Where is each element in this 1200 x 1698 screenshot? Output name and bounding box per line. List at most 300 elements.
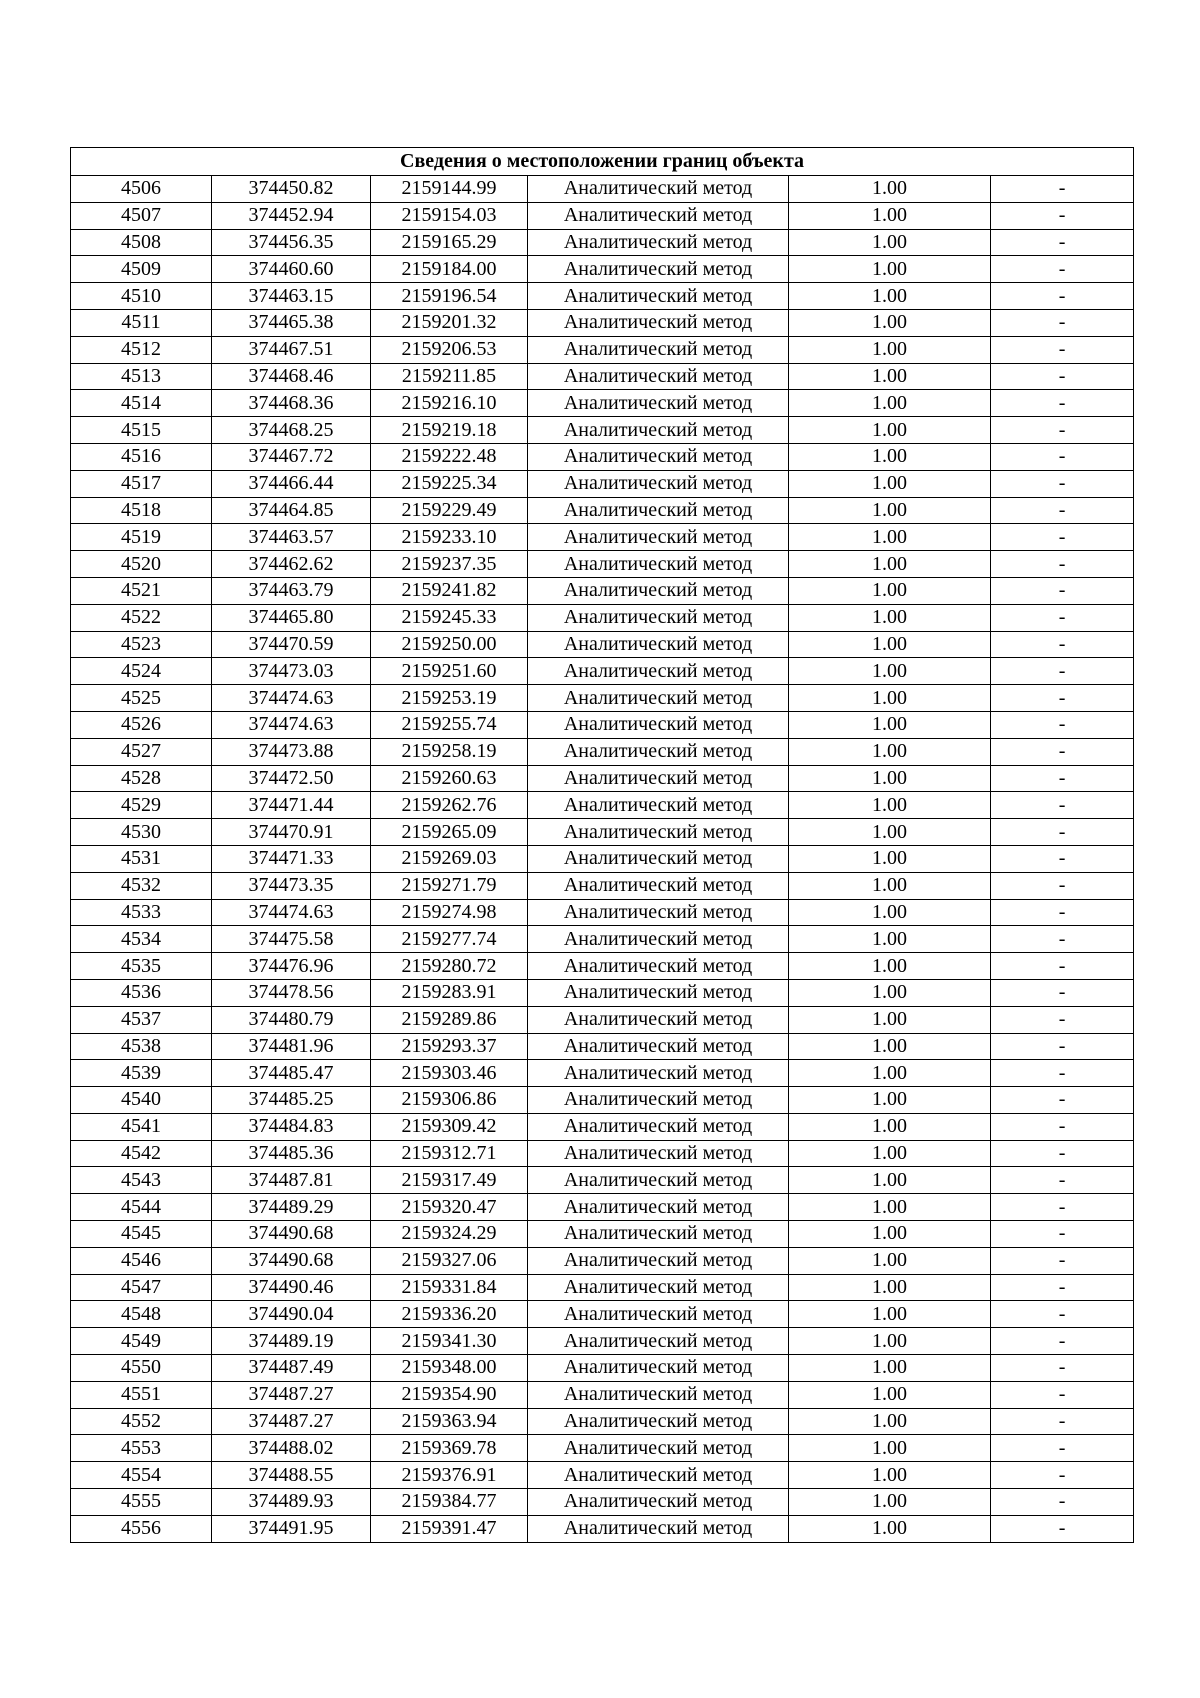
accuracy-cell: 1.00 bbox=[789, 926, 991, 953]
accuracy-cell: 1.00 bbox=[789, 363, 991, 390]
table-row bbox=[71, 1194, 1134, 1221]
accuracy-cell: 1.00 bbox=[789, 872, 991, 899]
method-cell: Аналитический метод bbox=[528, 417, 789, 444]
accuracy-cell: 1.00 bbox=[789, 256, 991, 283]
method-cell: Аналитический метод bbox=[528, 1328, 789, 1355]
table-row bbox=[71, 792, 1134, 819]
table-row bbox=[71, 256, 1134, 283]
table-row bbox=[71, 1006, 1134, 1033]
method-cell: Аналитический метод bbox=[528, 390, 789, 417]
description-cell: - bbox=[991, 443, 1134, 470]
description-cell: - bbox=[991, 1087, 1134, 1114]
method-cell: Аналитический метод bbox=[528, 1033, 789, 1060]
y-coordinate-cell: 2159265.09 bbox=[371, 819, 528, 846]
method-cell: Аналитический метод bbox=[528, 577, 789, 604]
y-coordinate-cell: 2159341.30 bbox=[371, 1328, 528, 1355]
x-coordinate-cell: 374464.85 bbox=[212, 497, 371, 524]
point-number-cell: 4541 bbox=[71, 1113, 212, 1140]
method-cell: Аналитический метод bbox=[528, 792, 789, 819]
point-number-cell: 4534 bbox=[71, 926, 212, 953]
x-coordinate-cell: 374468.25 bbox=[212, 417, 371, 444]
table-row bbox=[71, 1087, 1134, 1114]
y-coordinate-cell: 2159277.74 bbox=[371, 926, 528, 953]
y-coordinate-cell: 2159201.32 bbox=[371, 309, 528, 336]
y-coordinate-cell: 2159376.91 bbox=[371, 1462, 528, 1489]
point-number-cell: 4510 bbox=[71, 283, 212, 310]
y-coordinate-cell: 2159245.33 bbox=[371, 604, 528, 631]
accuracy-cell: 1.00 bbox=[789, 1167, 991, 1194]
y-coordinate-cell: 2159233.10 bbox=[371, 524, 528, 551]
y-coordinate-cell: 2159216.10 bbox=[371, 390, 528, 417]
point-number-cell: 4553 bbox=[71, 1435, 212, 1462]
description-cell: - bbox=[991, 1328, 1134, 1355]
method-cell: Аналитический метод bbox=[528, 1462, 789, 1489]
accuracy-cell: 1.00 bbox=[789, 551, 991, 578]
point-number-cell: 4532 bbox=[71, 872, 212, 899]
accuracy-cell: 1.00 bbox=[789, 443, 991, 470]
y-coordinate-cell: 2159320.47 bbox=[371, 1194, 528, 1221]
table-row bbox=[71, 819, 1134, 846]
table-row bbox=[71, 390, 1134, 417]
table-row bbox=[71, 363, 1134, 390]
accuracy-cell: 1.00 bbox=[789, 470, 991, 497]
table-row bbox=[71, 229, 1134, 256]
accuracy-cell: 1.00 bbox=[789, 229, 991, 256]
x-coordinate-cell: 374487.81 bbox=[212, 1167, 371, 1194]
method-cell: Аналитический метод bbox=[528, 363, 789, 390]
table-row bbox=[71, 845, 1134, 872]
point-number-cell: 4527 bbox=[71, 738, 212, 765]
y-coordinate-cell: 2159184.00 bbox=[371, 256, 528, 283]
table-row bbox=[71, 1408, 1134, 1435]
y-coordinate-cell: 2159222.48 bbox=[371, 443, 528, 470]
accuracy-cell: 1.00 bbox=[789, 283, 991, 310]
point-number-cell: 4531 bbox=[71, 845, 212, 872]
y-coordinate-cell: 2159219.18 bbox=[371, 417, 528, 444]
x-coordinate-cell: 374472.50 bbox=[212, 765, 371, 792]
y-coordinate-cell: 2159369.78 bbox=[371, 1435, 528, 1462]
method-cell: Аналитический метод bbox=[528, 711, 789, 738]
y-coordinate-cell: 2159237.35 bbox=[371, 551, 528, 578]
y-coordinate-cell: 2159206.53 bbox=[371, 336, 528, 363]
point-number-cell: 4517 bbox=[71, 470, 212, 497]
point-number-cell: 4547 bbox=[71, 1274, 212, 1301]
y-coordinate-cell: 2159354.90 bbox=[371, 1381, 528, 1408]
method-cell: Аналитический метод bbox=[528, 524, 789, 551]
accuracy-cell: 1.00 bbox=[789, 1140, 991, 1167]
method-cell: Аналитический метод bbox=[528, 443, 789, 470]
y-coordinate-cell: 2159309.42 bbox=[371, 1113, 528, 1140]
x-coordinate-cell: 374463.79 bbox=[212, 577, 371, 604]
point-number-cell: 4539 bbox=[71, 1060, 212, 1087]
point-number-cell: 4512 bbox=[71, 336, 212, 363]
x-coordinate-cell: 374484.83 bbox=[212, 1113, 371, 1140]
method-cell: Аналитический метод bbox=[528, 926, 789, 953]
x-coordinate-cell: 374490.46 bbox=[212, 1274, 371, 1301]
method-cell: Аналитический метод bbox=[528, 1060, 789, 1087]
method-cell: Аналитический метод bbox=[528, 1006, 789, 1033]
y-coordinate-cell: 2159253.19 bbox=[371, 685, 528, 712]
point-number-cell: 4508 bbox=[71, 229, 212, 256]
y-coordinate-cell: 2159271.79 bbox=[371, 872, 528, 899]
description-cell: - bbox=[991, 176, 1134, 203]
method-cell: Аналитический метод bbox=[528, 685, 789, 712]
x-coordinate-cell: 374468.36 bbox=[212, 390, 371, 417]
description-cell: - bbox=[991, 953, 1134, 980]
description-cell: - bbox=[991, 202, 1134, 229]
x-coordinate-cell: 374465.80 bbox=[212, 604, 371, 631]
table-row bbox=[71, 497, 1134, 524]
table-row bbox=[71, 1489, 1134, 1516]
y-coordinate-cell: 2159336.20 bbox=[371, 1301, 528, 1328]
table-row bbox=[71, 551, 1134, 578]
description-cell: - bbox=[991, 658, 1134, 685]
x-coordinate-cell: 374471.33 bbox=[212, 845, 371, 872]
point-number-cell: 4523 bbox=[71, 631, 212, 658]
accuracy-cell: 1.00 bbox=[789, 845, 991, 872]
table-row bbox=[71, 631, 1134, 658]
point-number-cell: 4528 bbox=[71, 765, 212, 792]
method-cell: Аналитический метод bbox=[528, 819, 789, 846]
x-coordinate-cell: 374490.68 bbox=[212, 1247, 371, 1274]
description-cell: - bbox=[991, 229, 1134, 256]
description-cell: - bbox=[991, 1140, 1134, 1167]
description-cell: - bbox=[991, 551, 1134, 578]
x-coordinate-cell: 374476.96 bbox=[212, 953, 371, 980]
accuracy-cell: 1.00 bbox=[789, 953, 991, 980]
table-row bbox=[71, 1301, 1134, 1328]
point-number-cell: 4542 bbox=[71, 1140, 212, 1167]
point-number-cell: 4511 bbox=[71, 309, 212, 336]
description-cell: - bbox=[991, 926, 1134, 953]
table-row bbox=[71, 336, 1134, 363]
x-coordinate-cell: 374466.44 bbox=[212, 470, 371, 497]
point-number-cell: 4530 bbox=[71, 819, 212, 846]
accuracy-cell: 1.00 bbox=[789, 1301, 991, 1328]
method-cell: Аналитический метод bbox=[528, 872, 789, 899]
x-coordinate-cell: 374474.63 bbox=[212, 685, 371, 712]
description-cell: - bbox=[991, 1489, 1134, 1516]
x-coordinate-cell: 374474.63 bbox=[212, 711, 371, 738]
method-cell: Аналитический метод bbox=[528, 1221, 789, 1248]
x-coordinate-cell: 374473.03 bbox=[212, 658, 371, 685]
method-cell: Аналитический метод bbox=[528, 1140, 789, 1167]
point-number-cell: 4544 bbox=[71, 1194, 212, 1221]
y-coordinate-cell: 2159306.86 bbox=[371, 1087, 528, 1114]
y-coordinate-cell: 2159144.99 bbox=[371, 176, 528, 203]
accuracy-cell: 1.00 bbox=[789, 1381, 991, 1408]
accuracy-cell: 1.00 bbox=[789, 1489, 991, 1516]
y-coordinate-cell: 2159262.76 bbox=[371, 792, 528, 819]
point-number-cell: 4537 bbox=[71, 1006, 212, 1033]
accuracy-cell: 1.00 bbox=[789, 202, 991, 229]
y-coordinate-cell: 2159303.46 bbox=[371, 1060, 528, 1087]
point-number-cell: 4543 bbox=[71, 1167, 212, 1194]
table-row bbox=[71, 524, 1134, 551]
x-coordinate-cell: 374485.25 bbox=[212, 1087, 371, 1114]
table-row bbox=[71, 470, 1134, 497]
x-coordinate-cell: 374465.38 bbox=[212, 309, 371, 336]
method-cell: Аналитический метод bbox=[528, 899, 789, 926]
table-row bbox=[71, 309, 1134, 336]
table-row bbox=[71, 577, 1134, 604]
y-coordinate-cell: 2159165.29 bbox=[371, 229, 528, 256]
accuracy-cell: 1.00 bbox=[789, 417, 991, 444]
description-cell: - bbox=[991, 1435, 1134, 1462]
point-number-cell: 4516 bbox=[71, 443, 212, 470]
x-coordinate-cell: 374487.49 bbox=[212, 1355, 371, 1382]
x-coordinate-cell: 374490.68 bbox=[212, 1221, 371, 1248]
method-cell: Аналитический метод bbox=[528, 604, 789, 631]
x-coordinate-cell: 374468.46 bbox=[212, 363, 371, 390]
accuracy-cell: 1.00 bbox=[789, 1247, 991, 1274]
method-cell: Аналитический метод bbox=[528, 1408, 789, 1435]
y-coordinate-cell: 2159283.91 bbox=[371, 979, 528, 1006]
x-coordinate-cell: 374480.79 bbox=[212, 1006, 371, 1033]
table-row bbox=[71, 1247, 1134, 1274]
description-cell: - bbox=[991, 631, 1134, 658]
x-coordinate-cell: 374478.56 bbox=[212, 979, 371, 1006]
description-cell: - bbox=[991, 1221, 1134, 1248]
point-number-cell: 4526 bbox=[71, 711, 212, 738]
x-coordinate-cell: 374473.35 bbox=[212, 872, 371, 899]
point-number-cell: 4546 bbox=[71, 1247, 212, 1274]
point-number-cell: 4555 bbox=[71, 1489, 212, 1516]
accuracy-cell: 1.00 bbox=[789, 1355, 991, 1382]
description-cell: - bbox=[991, 604, 1134, 631]
method-cell: Аналитический метод bbox=[528, 658, 789, 685]
table-row bbox=[71, 1355, 1134, 1382]
description-cell: - bbox=[991, 1006, 1134, 1033]
description-cell: - bbox=[991, 390, 1134, 417]
table-row bbox=[71, 685, 1134, 712]
accuracy-cell: 1.00 bbox=[789, 979, 991, 1006]
accuracy-cell: 1.00 bbox=[789, 1060, 991, 1087]
method-cell: Аналитический метод bbox=[528, 309, 789, 336]
accuracy-cell: 1.00 bbox=[789, 336, 991, 363]
x-coordinate-cell: 374456.35 bbox=[212, 229, 371, 256]
point-number-cell: 4536 bbox=[71, 979, 212, 1006]
point-number-cell: 4524 bbox=[71, 658, 212, 685]
method-cell: Аналитический метод bbox=[528, 176, 789, 203]
y-coordinate-cell: 2159196.54 bbox=[371, 283, 528, 310]
table-row bbox=[71, 1328, 1134, 1355]
boundary-coordinates-table bbox=[70, 147, 1134, 1543]
y-coordinate-cell: 2159293.37 bbox=[371, 1033, 528, 1060]
accuracy-cell: 1.00 bbox=[789, 1515, 991, 1542]
accuracy-cell: 1.00 bbox=[789, 1408, 991, 1435]
accuracy-cell: 1.00 bbox=[789, 604, 991, 631]
description-cell: - bbox=[991, 524, 1134, 551]
table-row bbox=[71, 202, 1134, 229]
accuracy-cell: 1.00 bbox=[789, 1435, 991, 1462]
description-cell: - bbox=[991, 1355, 1134, 1382]
method-cell: Аналитический метод bbox=[528, 1301, 789, 1328]
y-coordinate-cell: 2159250.00 bbox=[371, 631, 528, 658]
y-coordinate-cell: 2159324.29 bbox=[371, 1221, 528, 1248]
x-coordinate-cell: 374489.29 bbox=[212, 1194, 371, 1221]
description-cell: - bbox=[991, 738, 1134, 765]
x-coordinate-cell: 374463.57 bbox=[212, 524, 371, 551]
description-cell: - bbox=[991, 845, 1134, 872]
y-coordinate-cell: 2159274.98 bbox=[371, 899, 528, 926]
table-row bbox=[71, 979, 1134, 1006]
table-row bbox=[71, 1515, 1134, 1542]
method-cell: Аналитический метод bbox=[528, 229, 789, 256]
point-number-cell: 4515 bbox=[71, 417, 212, 444]
table-row bbox=[71, 872, 1134, 899]
method-cell: Аналитический метод bbox=[528, 283, 789, 310]
point-number-cell: 4554 bbox=[71, 1462, 212, 1489]
method-cell: Аналитический метод bbox=[528, 765, 789, 792]
table-row bbox=[71, 1435, 1134, 1462]
accuracy-cell: 1.00 bbox=[789, 765, 991, 792]
accuracy-cell: 1.00 bbox=[789, 899, 991, 926]
point-number-cell: 4525 bbox=[71, 685, 212, 712]
method-cell: Аналитический метод bbox=[528, 1113, 789, 1140]
method-cell: Аналитический метод bbox=[528, 1274, 789, 1301]
point-number-cell: 4519 bbox=[71, 524, 212, 551]
point-number-cell: 4535 bbox=[71, 953, 212, 980]
y-coordinate-cell: 2159331.84 bbox=[371, 1274, 528, 1301]
table-row bbox=[71, 926, 1134, 953]
y-coordinate-cell: 2159348.00 bbox=[371, 1355, 528, 1382]
description-cell: - bbox=[991, 283, 1134, 310]
accuracy-cell: 1.00 bbox=[789, 738, 991, 765]
x-coordinate-cell: 374485.47 bbox=[212, 1060, 371, 1087]
table-row bbox=[71, 1462, 1134, 1489]
accuracy-cell: 1.00 bbox=[789, 792, 991, 819]
x-coordinate-cell: 374462.62 bbox=[212, 551, 371, 578]
description-cell: - bbox=[991, 1247, 1134, 1274]
description-cell: - bbox=[991, 819, 1134, 846]
method-cell: Аналитический метод bbox=[528, 1087, 789, 1114]
x-coordinate-cell: 374467.72 bbox=[212, 443, 371, 470]
table-row bbox=[71, 1167, 1134, 1194]
point-number-cell: 4545 bbox=[71, 1221, 212, 1248]
point-number-cell: 4538 bbox=[71, 1033, 212, 1060]
table-title: Сведения о местоположении границ объекта bbox=[71, 148, 1134, 176]
table-row bbox=[71, 658, 1134, 685]
x-coordinate-cell: 374489.19 bbox=[212, 1328, 371, 1355]
method-cell: Аналитический метод bbox=[528, 551, 789, 578]
y-coordinate-cell: 2159384.77 bbox=[371, 1489, 528, 1516]
point-number-cell: 4513 bbox=[71, 363, 212, 390]
table-row bbox=[71, 1381, 1134, 1408]
table-row bbox=[71, 443, 1134, 470]
point-number-cell: 4521 bbox=[71, 577, 212, 604]
point-number-cell: 4551 bbox=[71, 1381, 212, 1408]
method-cell: Аналитический метод bbox=[528, 1247, 789, 1274]
y-coordinate-cell: 2159312.71 bbox=[371, 1140, 528, 1167]
method-cell: Аналитический метод bbox=[528, 1355, 789, 1382]
x-coordinate-cell: 374471.44 bbox=[212, 792, 371, 819]
accuracy-cell: 1.00 bbox=[789, 497, 991, 524]
point-number-cell: 4518 bbox=[71, 497, 212, 524]
x-coordinate-cell: 374490.04 bbox=[212, 1301, 371, 1328]
description-cell: - bbox=[991, 979, 1134, 1006]
x-coordinate-cell: 374452.94 bbox=[212, 202, 371, 229]
table-row bbox=[71, 711, 1134, 738]
table-row bbox=[71, 1140, 1134, 1167]
point-number-cell: 4522 bbox=[71, 604, 212, 631]
description-cell: - bbox=[991, 1060, 1134, 1087]
accuracy-cell: 1.00 bbox=[789, 711, 991, 738]
method-cell: Аналитический метод bbox=[528, 1194, 789, 1221]
x-coordinate-cell: 374475.58 bbox=[212, 926, 371, 953]
x-coordinate-cell: 374460.60 bbox=[212, 256, 371, 283]
method-cell: Аналитический метод bbox=[528, 1381, 789, 1408]
method-cell: Аналитический метод bbox=[528, 738, 789, 765]
point-number-cell: 4506 bbox=[71, 176, 212, 203]
x-coordinate-cell: 374470.91 bbox=[212, 819, 371, 846]
description-cell: - bbox=[991, 1113, 1134, 1140]
accuracy-cell: 1.00 bbox=[789, 390, 991, 417]
description-cell: - bbox=[991, 1408, 1134, 1435]
description-cell: - bbox=[991, 899, 1134, 926]
method-cell: Аналитический метод bbox=[528, 953, 789, 980]
description-cell: - bbox=[991, 765, 1134, 792]
x-coordinate-cell: 374491.95 bbox=[212, 1515, 371, 1542]
y-coordinate-cell: 2159260.63 bbox=[371, 765, 528, 792]
description-cell: - bbox=[991, 256, 1134, 283]
description-cell: - bbox=[991, 1167, 1134, 1194]
description-cell: - bbox=[991, 1462, 1134, 1489]
description-cell: - bbox=[991, 685, 1134, 712]
point-number-cell: 4540 bbox=[71, 1087, 212, 1114]
method-cell: Аналитический метод bbox=[528, 979, 789, 1006]
method-cell: Аналитический метод bbox=[528, 256, 789, 283]
y-coordinate-cell: 2159241.82 bbox=[371, 577, 528, 604]
accuracy-cell: 1.00 bbox=[789, 524, 991, 551]
x-coordinate-cell: 374485.36 bbox=[212, 1140, 371, 1167]
table-row bbox=[71, 1060, 1134, 1087]
accuracy-cell: 1.00 bbox=[789, 1033, 991, 1060]
table-row bbox=[71, 899, 1134, 926]
x-coordinate-cell: 374489.93 bbox=[212, 1489, 371, 1516]
table-body bbox=[71, 176, 1134, 1543]
x-coordinate-cell: 374463.15 bbox=[212, 283, 371, 310]
x-coordinate-cell: 374488.55 bbox=[212, 1462, 371, 1489]
description-cell: - bbox=[991, 363, 1134, 390]
y-coordinate-cell: 2159229.49 bbox=[371, 497, 528, 524]
y-coordinate-cell: 2159154.03 bbox=[371, 202, 528, 229]
point-number-cell: 4520 bbox=[71, 551, 212, 578]
description-cell: - bbox=[991, 792, 1134, 819]
method-cell: Аналитический метод bbox=[528, 470, 789, 497]
y-coordinate-cell: 2159363.94 bbox=[371, 1408, 528, 1435]
description-cell: - bbox=[991, 470, 1134, 497]
y-coordinate-cell: 2159391.47 bbox=[371, 1515, 528, 1542]
table-row bbox=[71, 1033, 1134, 1060]
x-coordinate-cell: 374470.59 bbox=[212, 631, 371, 658]
x-coordinate-cell: 374474.63 bbox=[212, 899, 371, 926]
x-coordinate-cell: 374488.02 bbox=[212, 1435, 371, 1462]
table-title-row bbox=[71, 148, 1134, 176]
y-coordinate-cell: 2159269.03 bbox=[371, 845, 528, 872]
point-number-cell: 4549 bbox=[71, 1328, 212, 1355]
point-number-cell: 4509 bbox=[71, 256, 212, 283]
point-number-cell: 4556 bbox=[71, 1515, 212, 1542]
y-coordinate-cell: 2159289.86 bbox=[371, 1006, 528, 1033]
y-coordinate-cell: 2159317.49 bbox=[371, 1167, 528, 1194]
description-cell: - bbox=[991, 1033, 1134, 1060]
description-cell: - bbox=[991, 336, 1134, 363]
y-coordinate-cell: 2159251.60 bbox=[371, 658, 528, 685]
x-coordinate-cell: 374467.51 bbox=[212, 336, 371, 363]
accuracy-cell: 1.00 bbox=[789, 577, 991, 604]
y-coordinate-cell: 2159225.34 bbox=[371, 470, 528, 497]
